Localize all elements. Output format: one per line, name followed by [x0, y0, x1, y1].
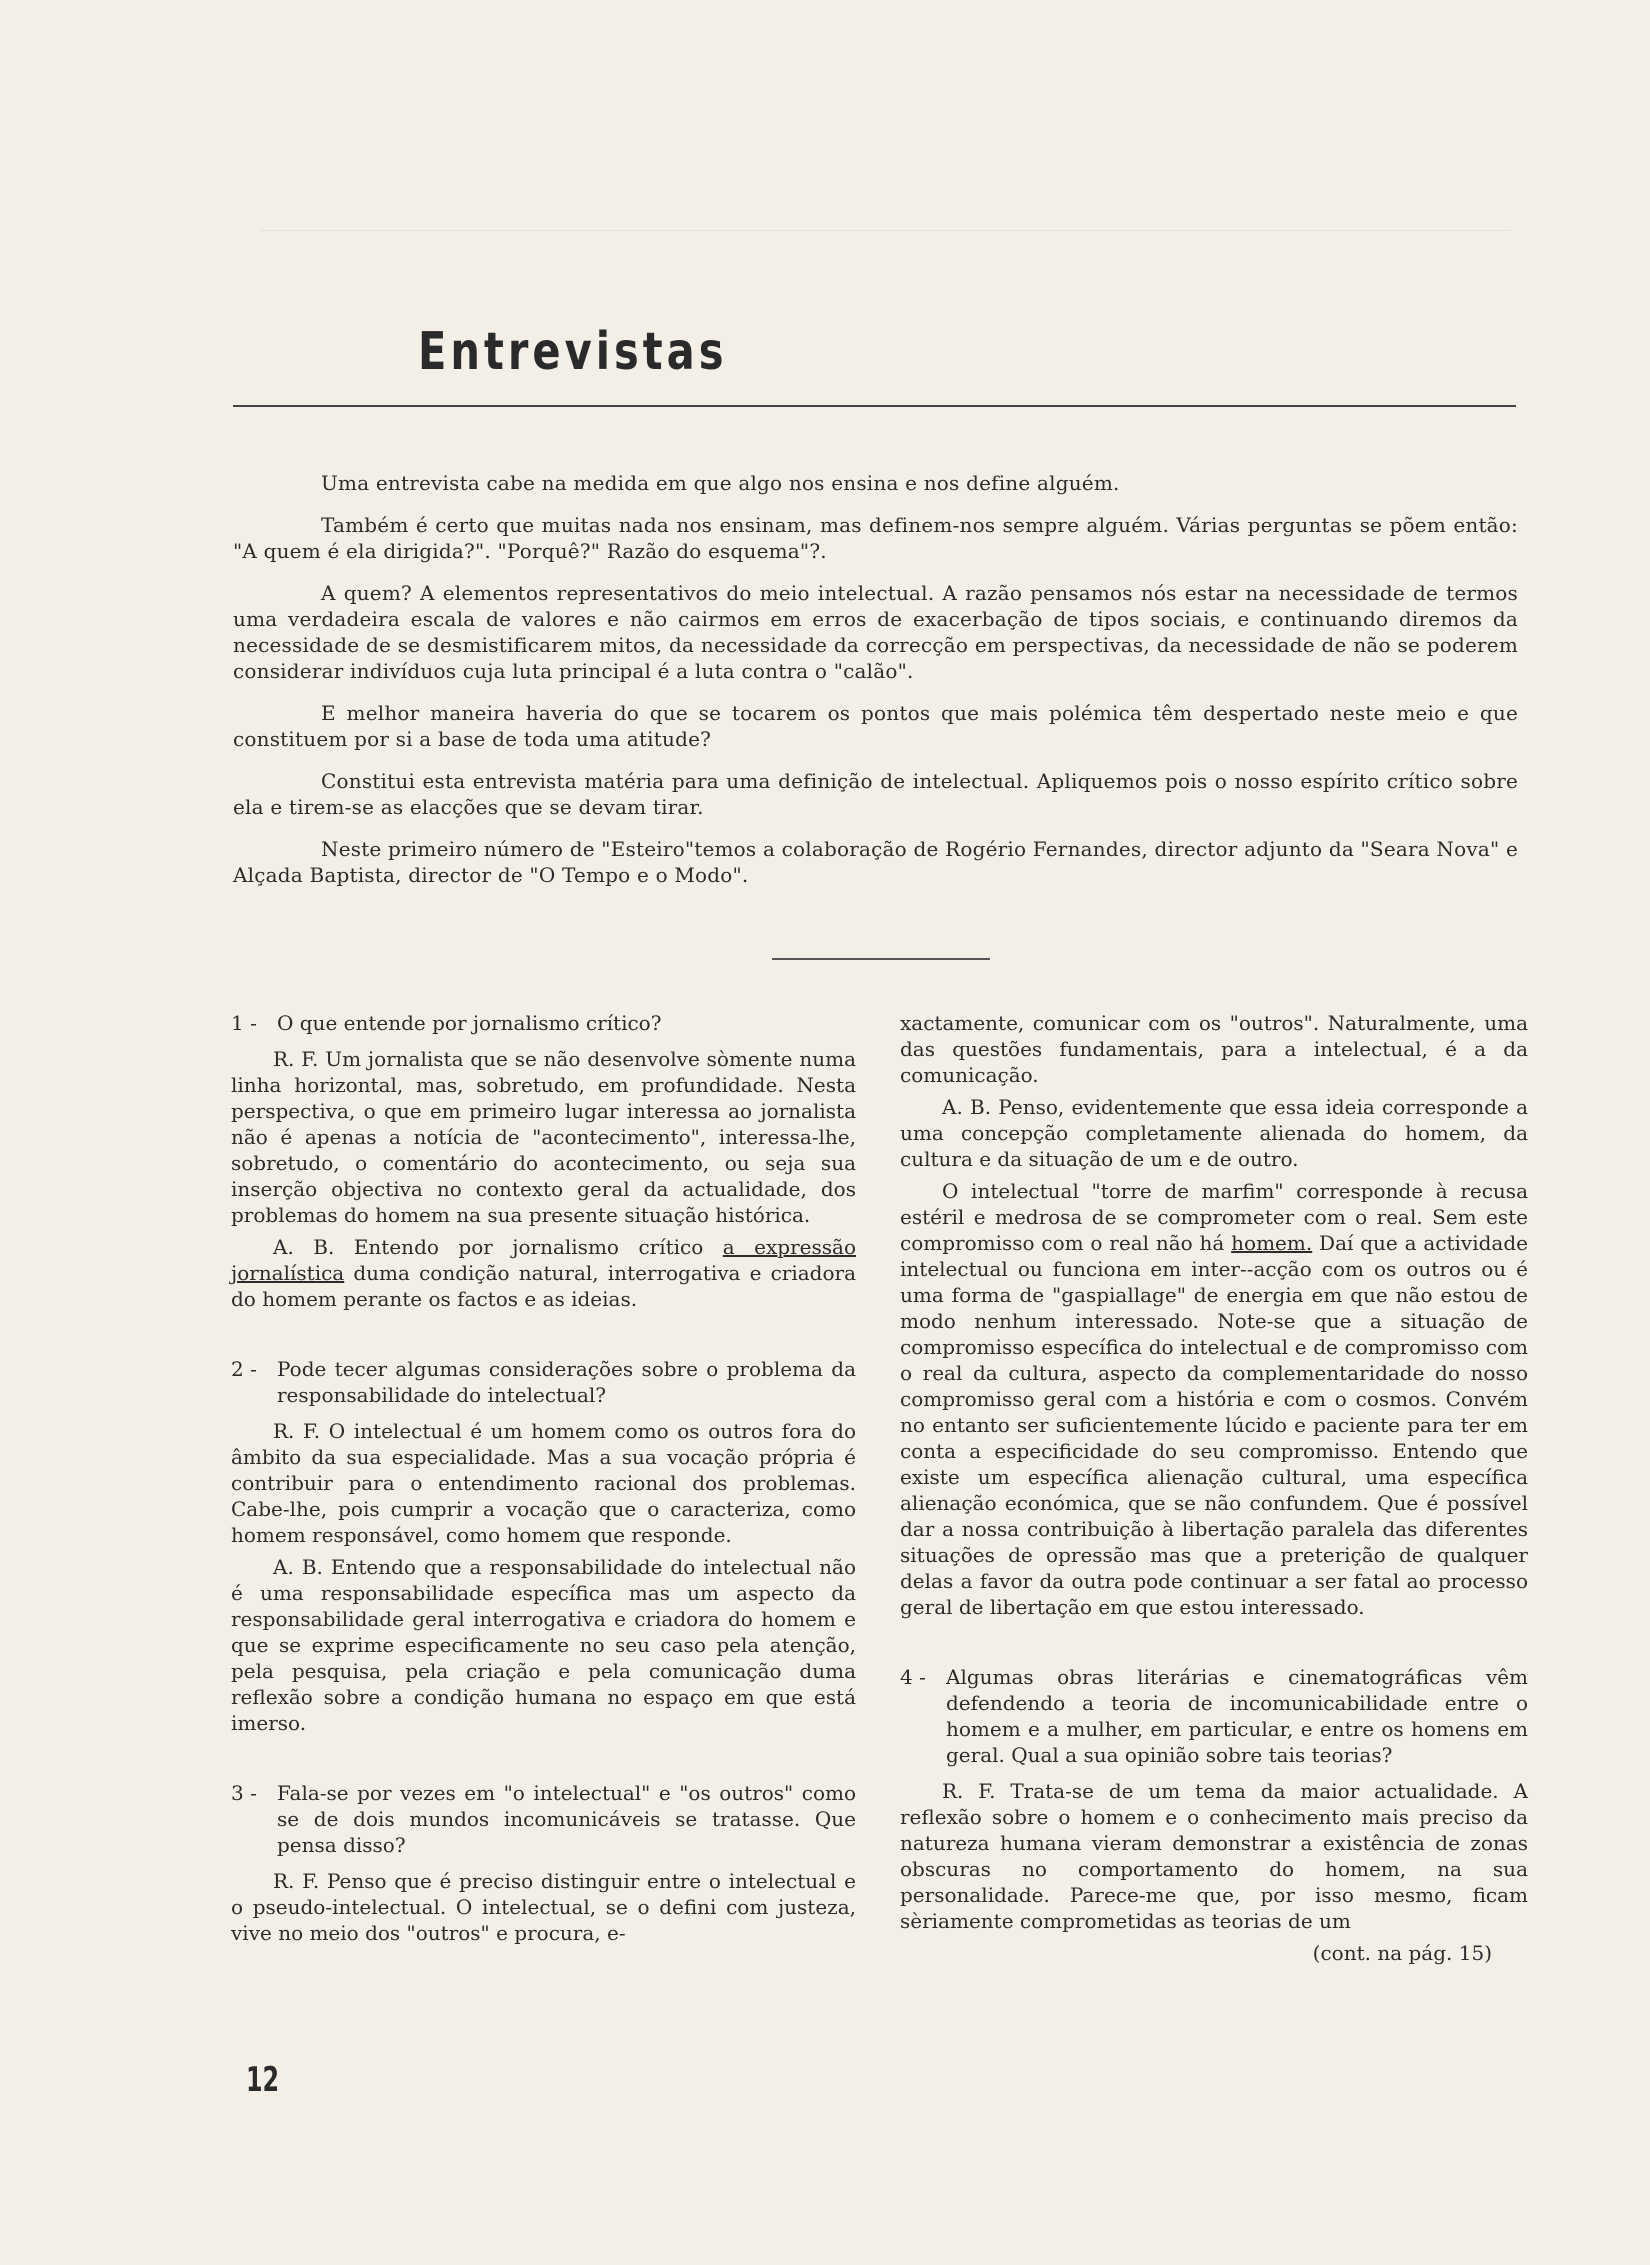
answer-ab-continued — [900, 1178, 1528, 1620]
question-text: Pode tecer algumas considerações sobre o problema da responsabilidade do intelectual? — [277, 1357, 856, 1407]
question-2 — [231, 1356, 856, 1408]
left-column — [231, 1010, 856, 1952]
answer-ab-text: A. B. Entendo por jornalismo crítico — [273, 1235, 723, 1259]
answer-ab-underlined: a expressão jornalística — [231, 1235, 856, 1285]
answer-ab-text: O intelectual "torre de marfim" corresponde à recusa estéril e medrosa de se comprometer com o real. Sem este compromisso com o real não há — [900, 1179, 1528, 1255]
question-1 — [231, 1010, 856, 1036]
answer-rf: R. F. O intelectual é um homem como os outros fora do âmbito da sua especialidade. Mas a sua vocação própria é contribuir para o entendimento racional dos problemas. Cabe-lhe, pois cumprir a vocação que o caracteriza, como homem responsável, como homem que responde. — [231, 1419, 856, 1547]
question-number: 2 - — [231, 1357, 257, 1381]
answer-ab: A. B. Entendo que a responsabilidade do intelectual não é uma responsabilidade específica mas um aspecto da responsabilidade geral interrogativa e criadora do homem e que se exprime especificamente no seu caso pela atenção, pela pesquisa, pela criação e pela comunicação duma reflexão sobre a condição humana no espaço em que está imerso. — [231, 1555, 856, 1735]
question-number: 1 - — [231, 1011, 257, 1035]
question-text: Fala-se por vezes em "o intelectual" e "os outros" como se de dois mundos incomunicáveis se tratasse. Que pensa disso? — [277, 1781, 856, 1857]
intro-paragraph: A quem? A elementos representativos do meio intelectual. A razão pensamos nós estar na necessidade de termos uma verdadeira escala de valores e não cairmos em erros de exacerbação de tipos sociais, e continuando diremos da necessidade de se desmistificarem mitos, da necessidade da correcção em perspectivas, da necessidade de não se poderem considerar indivíduos cuja luta principal é a luta contra o "calão". — [233, 581, 1518, 683]
question-3 — [231, 1780, 856, 1858]
answer-rf: R. F. Um jornalista que se não desenvolve sòmente numa linha horizontal, mas, sobretudo, em profundidade. Nesta perspectiva, o que em primeiro lugar interessa ao jornalista não é apenas a notícia de "acontecimento", interessa-lhe, sobretudo, o comentário do acontecimento, ou seja sua inserção objectiva no contexto geral da actualidade, dos problemas do homem na sua presente situação histórica. — [231, 1047, 856, 1227]
intro-paragraph: Também é certo que muitas nada nos ensinam, mas definem-nos sempre alguém. Várias perguntas se põem então: "A quem é ela dirigida?". "Porquê?" Razão do esquema"?. — [233, 513, 1518, 563]
question-4 — [900, 1664, 1528, 1768]
answer-ab: A. B. Penso, evidentemente que essa ideia corresponde a uma concepção completamente alienada do homem, da cultura e da situação de um e de outro. — [900, 1095, 1528, 1171]
question-text: Algumas obras literárias e cinematográficas vêm defendendo a teoria de incomunicabilidade entre o homem e a mulher, em particular, e entre os homens em geral. Qual a sua opinião sobre tais teorias? — [946, 1665, 1528, 1767]
title-rule — [233, 405, 1516, 407]
answer-ab-text: duma condição natural, interrogativa e criadora do homem perante os factos e as ideias. — [231, 1261, 856, 1311]
right-column — [900, 1010, 1528, 1972]
answer-ab — [231, 1234, 856, 1312]
answer-rf: R. F. Trata-se de um tema da maior actualidade. A reflexão sobre o homem e o conhecimento mais preciso da natureza humana vieram demonstrar a existência de zonas obscuras no comportamento do homem, na sua personalidade. Parece-me que, por isso mesmo, ficam sèriamente comprometidas as teorias de um — [900, 1779, 1528, 1933]
intro-paragraph: E melhor maneira haveria do que se tocarem os pontos que mais polémica têm despertado neste meio e que constituem por si a base de toda uma atitude? — [233, 701, 1518, 751]
answer-ab-underlined: homem. — [1231, 1231, 1313, 1255]
intro-section — [233, 470, 1518, 904]
question-text: O que entende por jornalismo crítico? — [277, 1011, 662, 1035]
bleed-through-line — [260, 230, 1510, 232]
intro-paragraph: Neste primeiro número de "Esteiro"temos a colaboração de Rogério Fernandes, director adjunto da "Seara Nova" e Alçada Baptista, director de "O Tempo e o Modo". — [233, 837, 1518, 887]
answer-ab-text: Daí que a actividade intelectual ou funciona em inter--acção com os outros ou é uma forma de "gaspiallage" de energia em que não estou de modo nenhum interessado. Note-se que a situação de compromisso específica do intelectual e de compromisso com o real da cultura, aspecto da complementaridade do nosso compromisso geral com a história e com o cosmos. Convém no entanto ser suficientemente lúcido e paciente para ter em conta a especificidade do seu compromisso. Entendo que existe um específica alienação cultural, uma específica alienação económica, que se não confundem. Que é possível dar a nossa contribuição à libertação paralela das diferentes situações de opressão mas que a preterição de qualquer delas a favor da outra pode continuar a ser fatal ao processo geral de libertação em que estou interessado. — [900, 1231, 1528, 1619]
answer-rf-continued: xactamente, comunicar com os "outros". Naturalmente, uma das questões fundamentais, para a intelectual, é a da comunicação. — [900, 1011, 1528, 1087]
question-number: 4 - — [900, 1665, 926, 1689]
intro-paragraph: Constitui esta entrevista matéria para uma definição de intelectual. Apliquemos pois o nosso espírito crítico sobre ela e tirem-se as elacções que se devam tirar. — [233, 769, 1518, 819]
page-number: 12 — [246, 2060, 280, 2100]
intro-paragraph: Uma entrevista cabe na medida em que algo nos ensina e nos define alguém. — [321, 471, 1120, 495]
page-title: Entrevistas — [418, 322, 728, 382]
continuation-note: (cont. na pág. 15) — [1312, 1941, 1492, 1965]
answer-rf: R. F. Penso que é preciso distinguir entre o intelectual e o pseudo-intelectual. O intelectual, se o defini com justeza, vive no meio dos "outros" e procura, e- — [231, 1869, 856, 1945]
section-divider — [772, 958, 990, 960]
question-number: 3 - — [231, 1781, 257, 1805]
